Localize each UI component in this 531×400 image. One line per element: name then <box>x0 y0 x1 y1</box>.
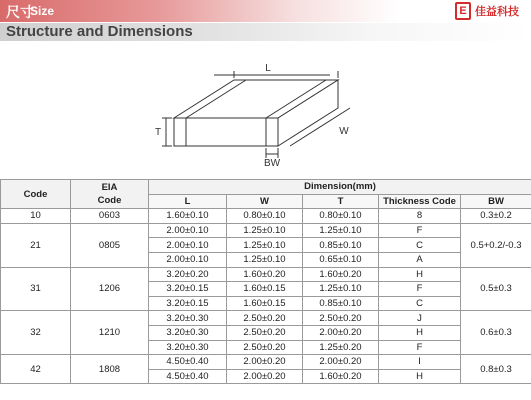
section-header <box>0 23 531 41</box>
cell-t: 2.00±0.20 <box>303 355 379 370</box>
size-title-en: Size <box>30 4 55 18</box>
header-l: L <box>149 194 227 209</box>
cell-w: 2.00±0.20 <box>227 369 303 384</box>
cell-thickness-code: C <box>379 238 461 253</box>
logo-mark-icon: E <box>455 2 471 20</box>
table-body <box>1 209 531 384</box>
dim-l-label: L <box>265 63 271 74</box>
header-thickness-code: Thickness Code <box>379 194 461 209</box>
cell-code: 32 <box>1 311 71 355</box>
cell-w: 2.50±0.20 <box>227 311 303 326</box>
cell-eia: 0603 <box>71 209 149 224</box>
dim-bw-label: BW <box>263 158 281 169</box>
cell-w: 1.25±0.10 <box>227 238 303 253</box>
cell-t: 2.00±0.20 <box>303 325 379 340</box>
cell-l: 3.20±0.20 <box>149 267 227 282</box>
cell-thickness-code: I <box>379 355 461 370</box>
chip-front-face <box>174 118 278 146</box>
header-w: W <box>227 194 303 209</box>
cell-thickness-code: A <box>379 252 461 267</box>
table-row <box>1 311 531 326</box>
cell-bw: 0.6±0.3 <box>461 311 531 355</box>
cell-w: 0.80±0.10 <box>227 209 303 224</box>
cell-eia: 1206 <box>71 267 149 311</box>
cell-l: 3.20±0.15 <box>149 282 227 297</box>
cell-t: 0.85±0.10 <box>303 238 379 253</box>
cell-thickness-code: C <box>379 296 461 311</box>
cell-l: 2.00±0.10 <box>149 223 227 238</box>
cell-bw: 0.8±0.3 <box>461 355 531 384</box>
cell-l: 3.20±0.30 <box>149 325 227 340</box>
cell-w: 2.50±0.20 <box>227 340 303 355</box>
cell-thickness-code: F <box>379 340 461 355</box>
cell-code: 10 <box>1 209 71 224</box>
cell-w: 1.60±0.20 <box>227 267 303 282</box>
table-row <box>1 355 531 370</box>
top-banner <box>0 0 531 22</box>
size-title-cn: 尺寸 <box>6 4 34 20</box>
cell-t: 2.50±0.20 <box>303 311 379 326</box>
header-eia: EIA Code <box>71 180 149 209</box>
cell-w: 1.60±0.15 <box>227 296 303 311</box>
cell-t: 1.60±0.20 <box>303 267 379 282</box>
header-dimension: Dimension(mm) <box>149 180 531 195</box>
cell-bw: 0.5+0.2/-0.3 <box>461 223 531 267</box>
cell-l: 2.00±0.10 <box>149 252 227 267</box>
section-title: Structure and Dimensions <box>6 23 193 40</box>
cell-eia: 1808 <box>71 355 149 384</box>
header-bw: BW <box>461 194 531 209</box>
dim-w-label: W <box>339 126 349 137</box>
cell-l: 3.20±0.30 <box>149 311 227 326</box>
cell-w: 2.50±0.20 <box>227 325 303 340</box>
cell-thickness-code: F <box>379 282 461 297</box>
dim-t-label: T <box>154 127 162 138</box>
cell-l: 4.50±0.40 <box>149 355 227 370</box>
cell-t: 1.25±0.10 <box>303 282 379 297</box>
cell-eia: 0805 <box>71 223 149 267</box>
cell-thickness-code: H <box>379 267 461 282</box>
cell-t: 0.85±0.10 <box>303 296 379 311</box>
brand-logo <box>455 2 519 20</box>
cell-bw: 0.3±0.2 <box>461 209 531 224</box>
cell-code: 42 <box>1 355 71 384</box>
cell-t: 1.25±0.20 <box>303 340 379 355</box>
cell-code: 31 <box>1 267 71 311</box>
cell-thickness-code: H <box>379 325 461 340</box>
table-row <box>1 209 531 224</box>
cell-l: 3.20±0.15 <box>149 296 227 311</box>
header-code: Code <box>1 180 71 209</box>
chip-structure-diagram <box>150 58 390 170</box>
dimensions-table <box>0 179 531 384</box>
table-row <box>1 267 531 282</box>
header-t: T <box>303 194 379 209</box>
cell-w: 1.25±0.10 <box>227 252 303 267</box>
cell-t: 0.80±0.10 <box>303 209 379 224</box>
cell-t: 1.60±0.20 <box>303 369 379 384</box>
cell-thickness-code: 8 <box>379 209 461 224</box>
cell-thickness-code: F <box>379 223 461 238</box>
cell-l: 4.50±0.40 <box>149 369 227 384</box>
cell-l: 2.00±0.10 <box>149 238 227 253</box>
cell-l: 3.20±0.30 <box>149 340 227 355</box>
cell-w: 1.25±0.10 <box>227 223 303 238</box>
cell-bw: 0.5±0.3 <box>461 267 531 311</box>
cell-w: 2.00±0.20 <box>227 355 303 370</box>
cell-thickness-code: J <box>379 311 461 326</box>
cell-thickness-code: H <box>379 369 461 384</box>
cell-w: 1.60±0.15 <box>227 282 303 297</box>
cell-eia: 1210 <box>71 311 149 355</box>
cell-code: 21 <box>1 223 71 267</box>
cell-t: 0.65±0.10 <box>303 252 379 267</box>
cell-l: 1.60±0.10 <box>149 209 227 224</box>
cell-t: 1.25±0.10 <box>303 223 379 238</box>
logo-text: 佳益科技 <box>475 6 519 18</box>
table-row <box>1 223 531 238</box>
